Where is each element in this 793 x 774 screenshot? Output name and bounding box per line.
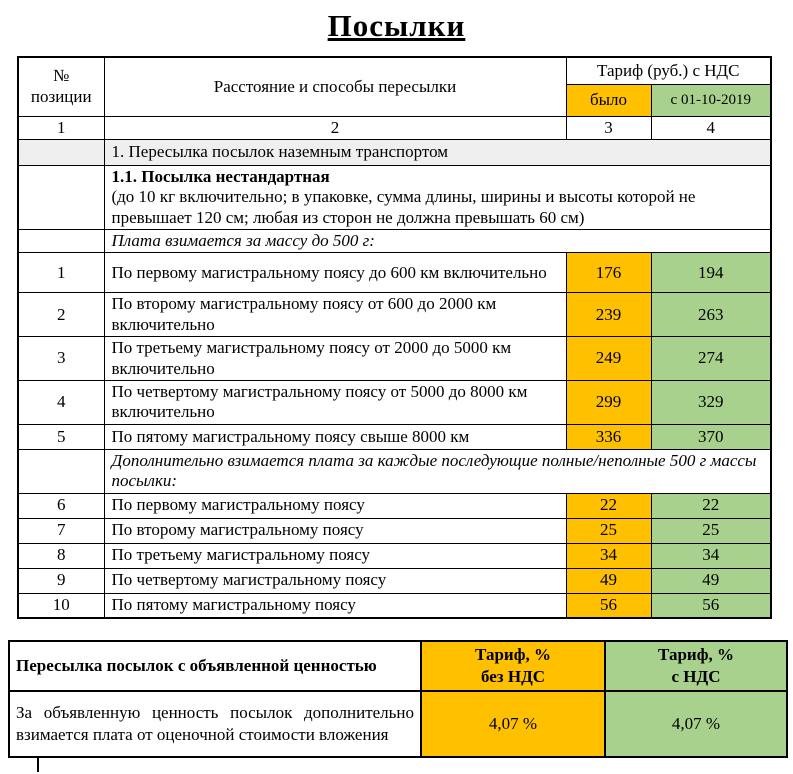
- note-first-weight: Плата взимается за массу до 500 г:: [104, 230, 771, 253]
- position-cell: 5: [18, 424, 104, 449]
- declared-value-no-vat: 4,07 %: [421, 691, 605, 757]
- header-position: № позиции: [18, 57, 104, 116]
- description-cell: По второму магистральному поясу от 600 до 2000 км включительно: [104, 293, 566, 337]
- was-value-cell: 239: [566, 293, 651, 337]
- declared-header-vat-line1: Тариф, %: [658, 645, 734, 665]
- was-value-cell: 299: [566, 381, 651, 425]
- column-number-1: 1: [18, 116, 104, 139]
- declared-header-label: Пересылка посылок с объявленной ценностью: [9, 641, 421, 691]
- table-row: [18, 543, 771, 568]
- section-1-title: 1. Пересылка посылок наземным транспортом: [104, 139, 771, 165]
- new-value-cell: 263: [651, 293, 771, 337]
- description-cell: По третьему магистральному поясу от 2000 до 5000 км включительно: [104, 337, 566, 381]
- table-row: [18, 337, 771, 381]
- new-value-cell: 34: [651, 543, 771, 568]
- description-cell: По третьему магистральному поясу: [104, 543, 566, 568]
- was-value-cell: 176: [566, 253, 651, 293]
- declared-row-label: За объявленную ценность посылок дополнительно взимается плата от оценочной стоимости вложения: [9, 691, 421, 757]
- description-cell: По первому магистральному поясу до 600 км включительно: [104, 253, 566, 293]
- declared-header-row: [9, 641, 787, 691]
- new-value-cell: 56: [651, 593, 771, 618]
- declared-value-vat: 4,07 %: [605, 691, 787, 757]
- stray-border-artifact: [37, 757, 39, 772]
- new-value-cell: 25: [651, 518, 771, 543]
- position-cell: 3: [18, 337, 104, 381]
- was-value-cell: 56: [566, 593, 651, 618]
- declared-header-no-vat: [421, 641, 605, 691]
- table-row: [18, 593, 771, 618]
- column-number-2: 2: [104, 116, 566, 139]
- new-value-cell: 274: [651, 337, 771, 381]
- note-additional-position-cell: [18, 449, 104, 493]
- header-description: Расстояние и способы пересылки: [104, 57, 566, 116]
- parcel-tariff-table: [17, 56, 772, 619]
- declared-value-table: [8, 640, 788, 758]
- declared-header-no-vat-line1: Тариф, %: [475, 645, 551, 665]
- table-row: [18, 493, 771, 518]
- was-value-cell: 25: [566, 518, 651, 543]
- description-cell: По четвертому магистральному поясу: [104, 568, 566, 593]
- position-cell: 4: [18, 381, 104, 425]
- column-numbers-row: [18, 116, 771, 139]
- header-tariff-group: Тариф (руб.) с НДС: [566, 57, 771, 84]
- page-title: Посылки: [327, 8, 466, 43]
- note-additional: Дополнительно взимается плата за каждые последующие полные/неполные 500 г массы посылки:: [104, 449, 771, 493]
- position-cell: 9: [18, 568, 104, 593]
- position-cell: 10: [18, 593, 104, 618]
- was-value-cell: 249: [566, 337, 651, 381]
- position-cell: 7: [18, 518, 104, 543]
- description-cell: По первому магистральному поясу: [104, 493, 566, 518]
- table-row: [18, 293, 771, 337]
- section-1-1-title: 1.1. Посылка нестандартная: [111, 166, 330, 186]
- new-value-cell: 49: [651, 568, 771, 593]
- note-position-cell: [18, 230, 104, 253]
- note-first-weight-row: [18, 230, 771, 253]
- description-cell: По пятому магистральному поясу свыше 8000 км: [104, 424, 566, 449]
- declared-value-row: [9, 691, 787, 757]
- table-row: [18, 253, 771, 293]
- description-cell: По четвертому магистральному поясу от 5000 до 8000 км включительно: [104, 381, 566, 425]
- position-cell: 6: [18, 493, 104, 518]
- new-value-cell: 329: [651, 381, 771, 425]
- position-cell: 8: [18, 543, 104, 568]
- position-cell: 1: [18, 253, 104, 293]
- description-cell: По пятому магистральному поясу: [104, 593, 566, 618]
- table-row: [18, 424, 771, 449]
- section-1-1-cell: [104, 165, 771, 229]
- table-row: [18, 518, 771, 543]
- note-additional-row: [18, 449, 771, 493]
- table-row: [18, 381, 771, 425]
- was-value-cell: 34: [566, 543, 651, 568]
- column-number-4: 4: [651, 116, 771, 139]
- was-value-cell: 336: [566, 424, 651, 449]
- section-1-1-row: [18, 165, 771, 229]
- header-since: с 01-10-2019: [651, 84, 771, 116]
- header-was: было: [566, 84, 651, 116]
- declared-header-no-vat-line2: без НДС: [480, 667, 546, 687]
- declared-header-vat-line2: с НДС: [671, 667, 721, 687]
- table-header-row-1: [18, 57, 771, 84]
- was-value-cell: 22: [566, 493, 651, 518]
- new-value-cell: 370: [651, 424, 771, 449]
- column-number-3: 3: [566, 116, 651, 139]
- section-1-position-cell: [18, 139, 104, 165]
- new-value-cell: 194: [651, 253, 771, 293]
- description-cell: По второму магистральному поясу: [104, 518, 566, 543]
- new-value-cell: 22: [651, 493, 771, 518]
- was-value-cell: 49: [566, 568, 651, 593]
- section-1-1-position-cell: [18, 165, 104, 229]
- section-1-1-note: (до 10 кг включительно; в упаковке, сумма длины, ширины и высоты которой не превышает 120 см; любая из сторон не должна превышать 60 см): [111, 187, 696, 227]
- declared-header-vat: [605, 641, 787, 691]
- section-1-row: [18, 139, 771, 165]
- table-row: [18, 568, 771, 593]
- position-cell: 2: [18, 293, 104, 337]
